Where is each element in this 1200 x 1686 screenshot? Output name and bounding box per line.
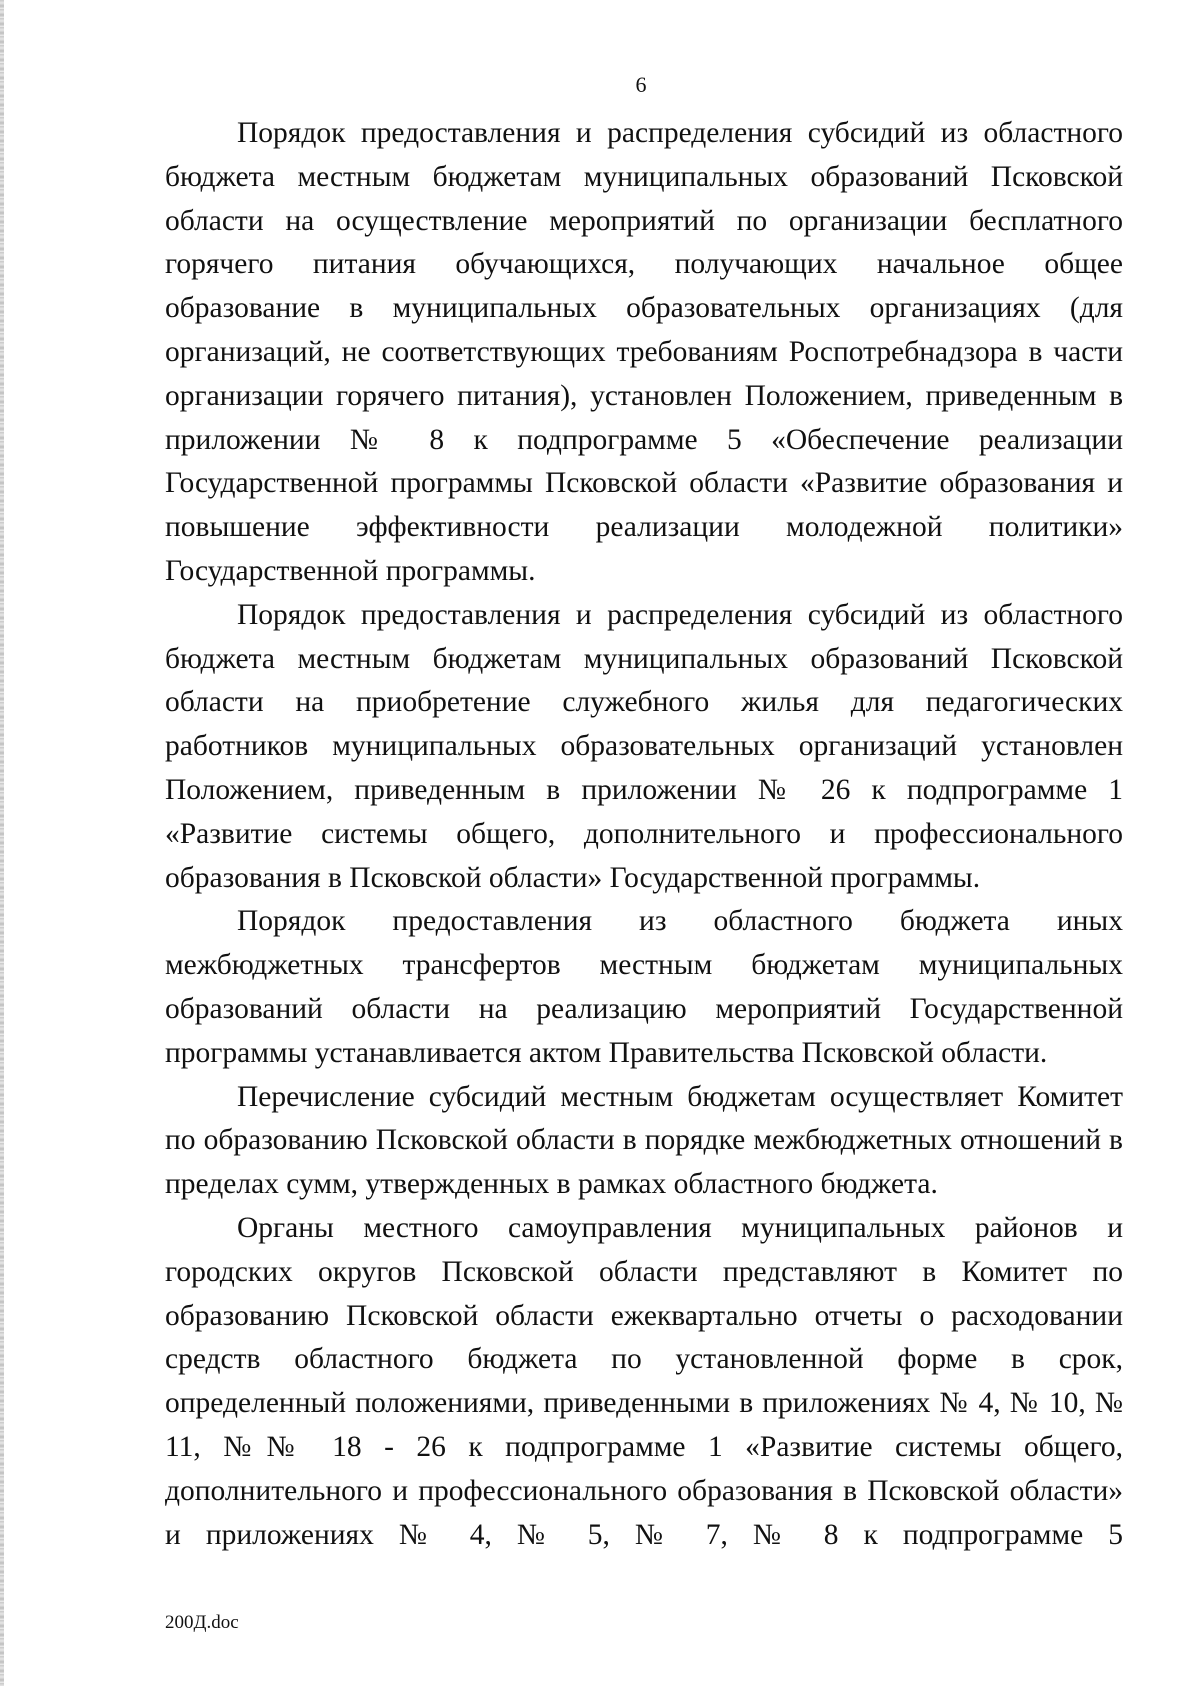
paragraph-housing-subsidies: Порядок предоставления и распределения субсидий из областного бюджета местным бюджетам муниципальных образований Псковской области на приобретение служебного жилья для педагогических работников муниципальных образовательных организаций установлен Положением, приведенным в приложении № 26 к подпрограмме 1 «Развитие системы общего, дополнительного и профессионального образования в Псковской области» Государственной программы. [165, 598, 1123, 894]
footer-filename: 200Д.doc [165, 1612, 239, 1633]
paragraph-interbudget-transfers: Порядок предоставления из областного бюджета иных межбюджетных трансфертов местным бюджетам муниципальных образований области на реализацию мероприятий Государственной программы устанавливается актом Правительства Псковской области. [165, 905, 1123, 1069]
paragraph-reporting: Органы местного самоуправления муниципальных районов и городских округов Псковской области представляют в Комитет по образованию Псковской области ежеквартально отчеты о расходовании средств областного бюджета по установленной форме в срок, определенный положениями, приведенными в приложениях № 4, № 10, № 11, №№ 18 - 26 к подпрограмме 1 «Развитие системы общего, дополнительного и профессионального образования в Псковской области» и приложениях № 4, № 5, № 7, № 8 к подпрограмме 5 [165, 1211, 1123, 1551]
paragraph-meal-subsidies: Порядок предоставления и распределения субсидий из областного бюджета местным бюджетам муниципальных образований Псковской области на осуществление мероприятий по организации бесплатного горячего питания обучающихся, получающих начальное общее образование в муниципальных образовательных организациях (для организаций, не соответствующих требованиям Роспотребнадзора в части организации горячего питания), установлен Положением, приведенным в приложении № 8 к подпрограмме 5 «Обеспечение реализации Государственной программы Псковской области «Развитие образования и повышение эффективности реализации молодежной политики» Государственной программы. [165, 117, 1123, 587]
scan-edge [0, 0, 4, 1686]
paragraph-subsidy-transfer: Перечисление субсидий местным бюджетам осуществляет Комитет по образованию Псковской области в порядке межбюджетных отношений в пределах сумм, утвержденных в рамках областного бюджета. [165, 1080, 1123, 1201]
document-body [165, 112, 1123, 1557]
page-number: 6 [635, 72, 647, 97]
